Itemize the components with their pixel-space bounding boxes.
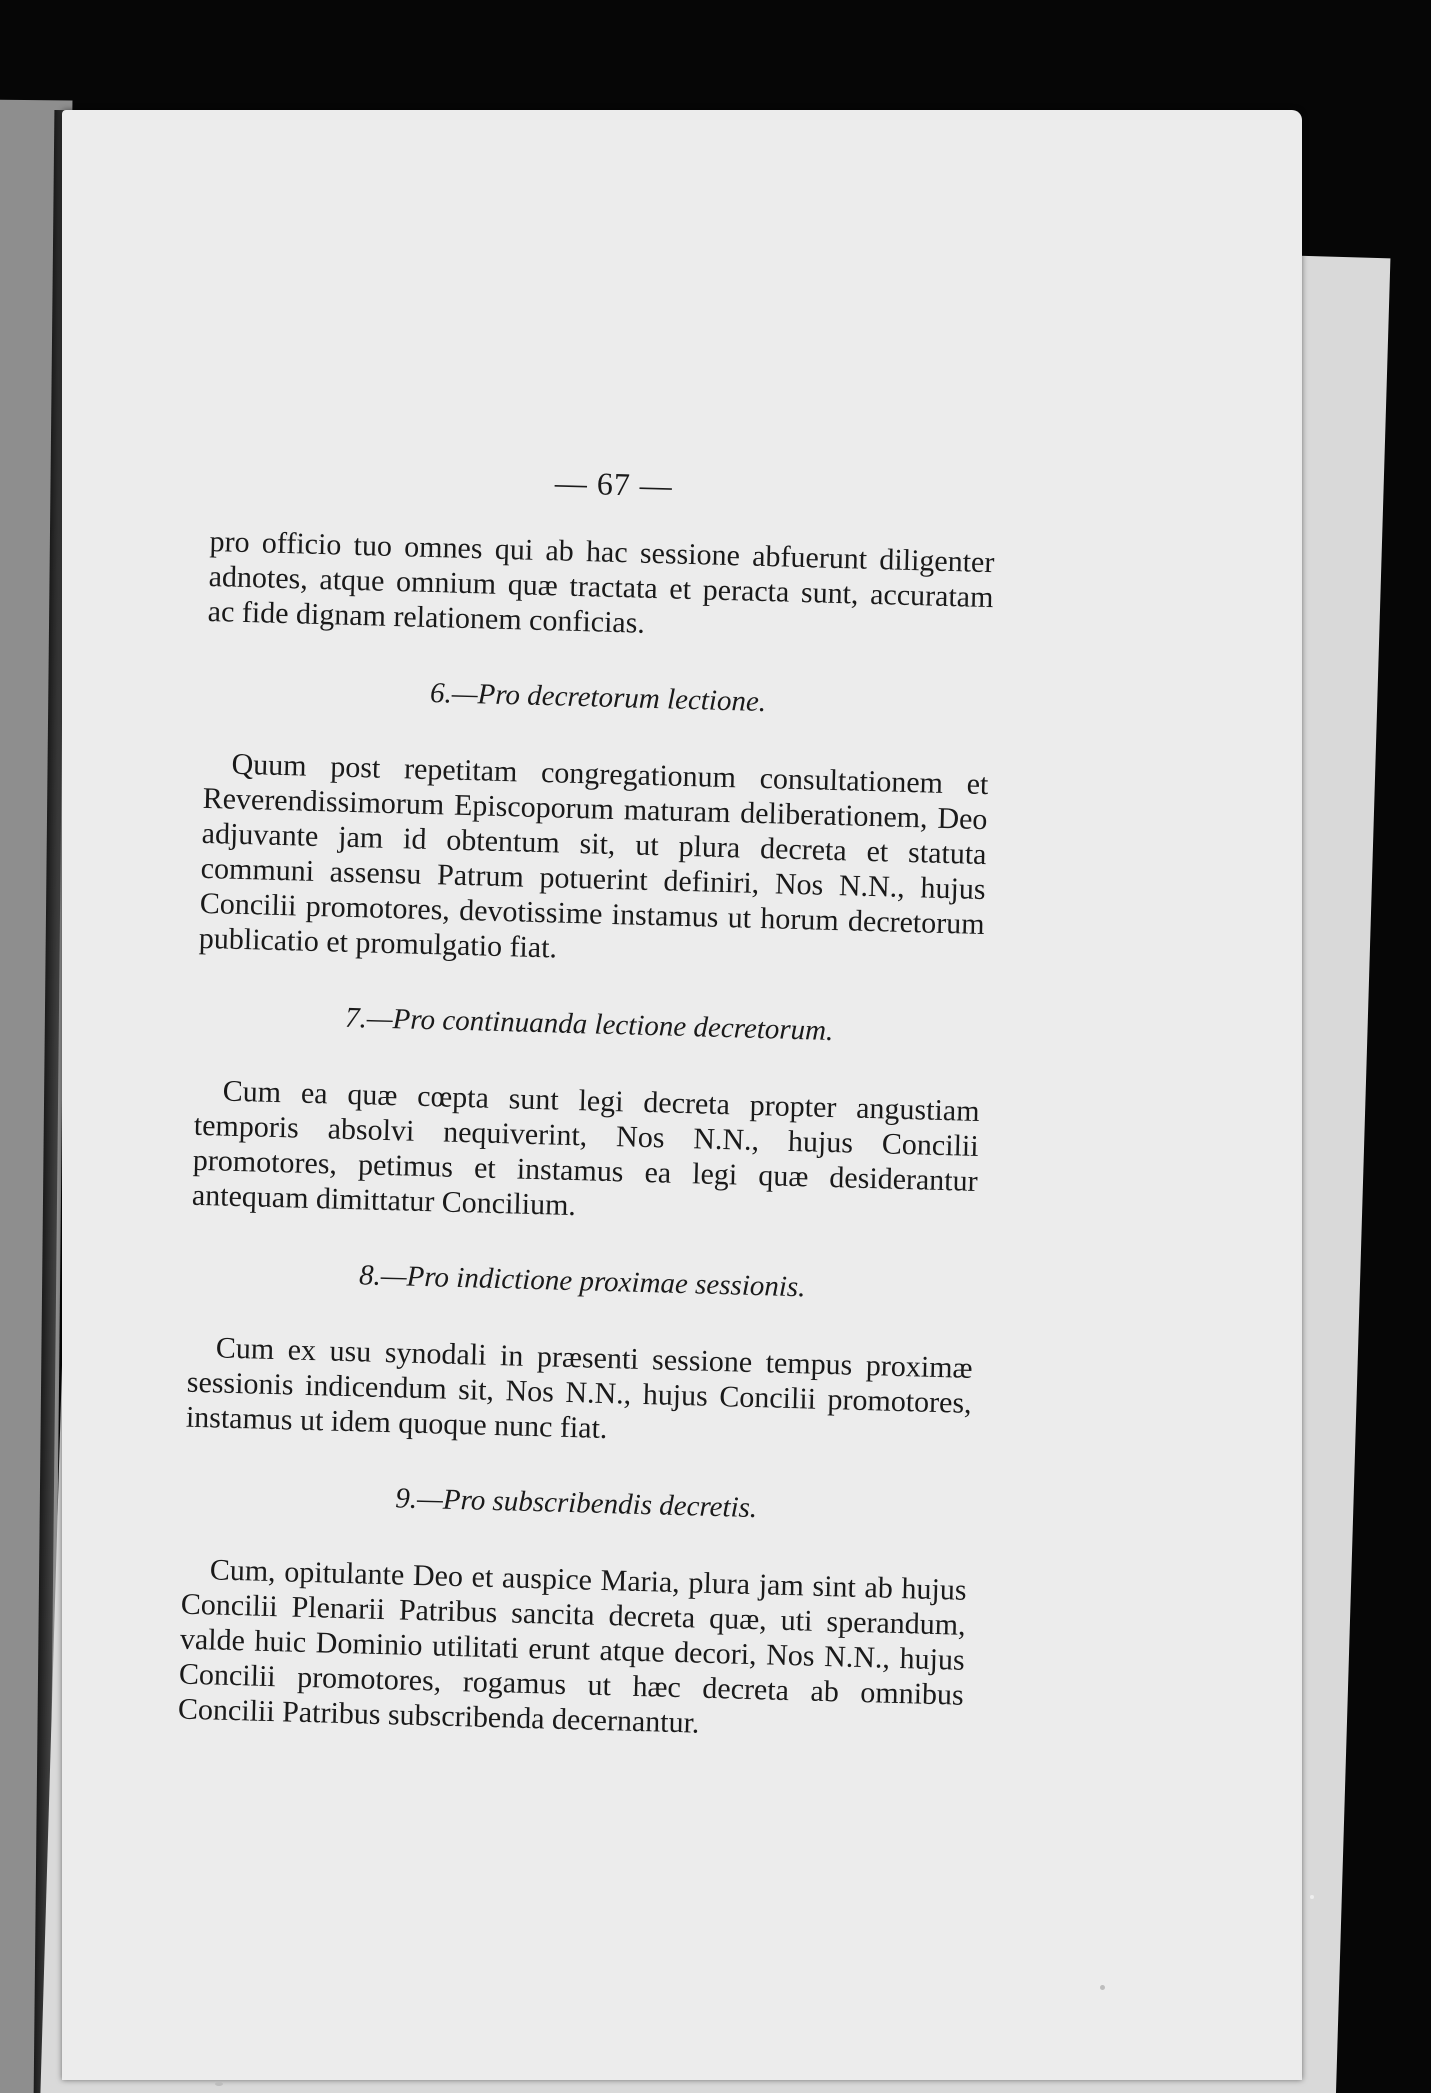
section-heading-6: 6.—Pro decretorum lectione.: [429, 676, 767, 719]
page-number: — 67 —: [554, 464, 674, 504]
scan-speck: [215, 2082, 223, 2086]
section-heading-7: 7.—Pro continuanda lectione decretorum.: [344, 1001, 834, 1048]
paragraph-section-6: Quum post repetitam congregationum consultationem et Reverendissimorum Episcoporum maturam deliberationem, Deo adjuvante jam id obtentum sit, ut plura decreta et statuta communi assensu Patrum potuerint definiri, Nos N.N., hujus Concilii promotores, devotissime instamus ut horum decretorum publicatio et promulgatio fiat.: [198, 747, 989, 965]
paragraph-section-8: Cum ex usu synodali in præsenti sessione tempus proximæ sessionis indicendum sit, Nos N.N., hujus Concilii promotores, instamus ut idem quoque nunc fiat.: [185, 1331, 974, 1446]
paragraph-section-9: Cum, opitulante Deo et auspice Maria, plura jam sint ab hujus Concilii Plenarii Patribus sancita decreta quæ, uti sperandum, valde huic Dominio utilitati erunt atque decori, Nos N.N., hujus Concilii promotores, rogamus ut hæc decreta ab omnibus Concilii Patribus subscribenda decernantur.: [177, 1553, 968, 1740]
section-heading-9: 9.—Pro subscribendis decretis.: [394, 1482, 758, 1525]
paragraph-intro: pro officio tuo omnes qui ab hac sessione abfuerunt diligenter adnotes, atque omnium quæ tractata et peracta sunt, accuratam ac fide dignam relationem conficias.: [207, 524, 995, 640]
paragraph-section-7: Cum ea quæ cœpta sunt legi decreta propter angustiam temporis absolvi nequiverint, Nos N.N., hujus Concilii promotores, petimus et instamus ea legi quæ desiderantur antequam dimittatur Concilium.: [191, 1074, 980, 1223]
section-heading-8: 8.—Pro indictione proximae sessionis.: [358, 1259, 806, 1304]
scan-speck: [1310, 1895, 1314, 1899]
scan-speck: [1100, 1985, 1105, 1990]
document-page: [62, 110, 1302, 2080]
page-content: [178, 455, 997, 1748]
